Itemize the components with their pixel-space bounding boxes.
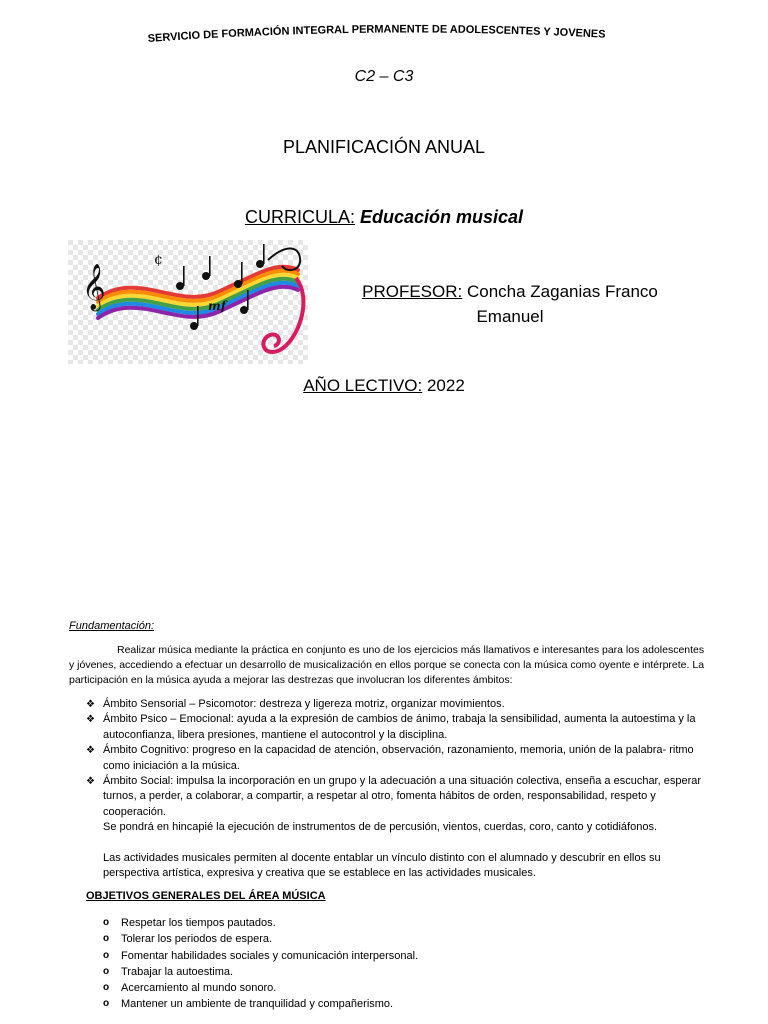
year-value: 2022 (426, 376, 465, 395)
diamond-bullet-icon: ❖ (86, 776, 95, 788)
objetivo-item: o Mantener un ambiente de tranquilidad y compañerismo. (103, 996, 703, 1012)
curricula-value: Educación musical (359, 207, 524, 227)
diamond-bullet-icon: ❖ (86, 714, 95, 726)
level-code: C2 – C3 (354, 68, 414, 85)
objetivo-item: o Trabajar la autoestima. (103, 964, 703, 980)
ambito-item: ❖ Ámbito Social: impulsa la incorporación en un grupo y la adecuación a una situación colectiva, enseña a escuchar, esperar turnos, a perder, a colaborar, a compartir, a respetar al otro, fomenta hábitos de orden, responsabilidad, respeto y cooperación. (86, 775, 702, 818)
objetivo-item: o Respetar los tiempos pautados. (103, 915, 703, 931)
ambito-item: ❖ Ámbito Cognitivo: progreso en la capacidad de atención, observación, razonamiento, memoria, unión de la palabra- ritmo como iniciación a la música. (86, 744, 694, 772)
diamond-bullet-icon: ❖ (86, 745, 95, 757)
fundamentacion-paragraph: Realizar música mediante la práctica en conjunto es uno de los ejercicios más llamativos e interesantes para los adolescentes y jóvenes, accediendo a efectuar un desarrollo de musicalización en ellos porque se conecta con la música como oyente e intérprete. La participación en la música ayuda a mejorar las destrezas que involucran los diferentes ámbitos: (69, 644, 705, 686)
teacher-block (330, 279, 690, 329)
objetivo-item: o Acercamiento al mundo sonoro. (103, 980, 703, 996)
fundamentacion-heading: Fundamentación: (69, 620, 154, 632)
svg-text:¢: ¢ (154, 252, 163, 268)
teacher-line-1 (330, 279, 690, 304)
svg-text:𝄞: 𝄞 (82, 264, 106, 310)
teacher-name-1: Concha Zaganias Franco (466, 282, 658, 301)
service-title-wordart (0, 8, 768, 68)
circle-bullet-icon: o (103, 965, 110, 977)
circle-bullet-icon: o (103, 949, 110, 961)
objetivo-item: o Fomentar habilidades sociales y comunicación interpersonal. (103, 948, 703, 964)
ambitos-list (86, 697, 716, 820)
service-title-text: SERVICIO DE FORMACIÓN INTEGRAL PERMANENTE DE ADOLESCENTES Y JOVENES (147, 23, 606, 45)
circle-bullet-icon: o (103, 998, 110, 1010)
year-line (0, 376, 768, 396)
circle-bullet-icon: o (103, 933, 110, 945)
circle-bullet-icon: o (103, 917, 110, 928)
music-rainbow-illustration (68, 240, 308, 364)
curricula-line (0, 207, 768, 228)
objetivo-item: o Tolerar los periodos de espera. (103, 931, 703, 947)
objetivos-heading: OBJETIVOS GENERALES DEL ÁREA MÚSICA (86, 890, 326, 902)
circle-bullet-icon: o (103, 982, 110, 994)
diamond-bullet-icon: ❖ (86, 699, 95, 710)
planning-title: PLANIFICACIÓN ANUAL (282, 137, 486, 157)
svg-text:mf: mf (208, 299, 226, 313)
year-label: AÑO LECTIVO: (303, 376, 423, 395)
curricula-label: CURRICULA: (244, 207, 355, 227)
activities-note: Las actividades musicales permiten al docente entablar un vínculo distinto con el alumnado y descubrir en ellos su perspectiva artística, expresiva y creativa que se establece en las actividades musicales. (103, 852, 661, 880)
teacher-label: PROFESOR: (362, 282, 463, 301)
teacher-name-2: Emanuel (476, 307, 544, 326)
ambito-item: ❖ Ámbito Sensorial – Psicomotor: destreza y ligereza motriz, organizar movimientos. (86, 697, 716, 712)
instruments-note: Se pondrá en hincapié la ejecución de instrumentos de de percusión, vientos, cuerdas, coro, canto y cotidiáfonos. (103, 821, 658, 833)
ambito-item: ❖ Ámbito Psico – Emocional: ayuda a la expresión de cambios de ánimo, trabaja la sensibilidad, aumenta la autoestima y la autoconfianza, libera presiones, mantiene el autocontrol y la disciplina. (86, 713, 696, 741)
objetivos-list (103, 915, 703, 1013)
